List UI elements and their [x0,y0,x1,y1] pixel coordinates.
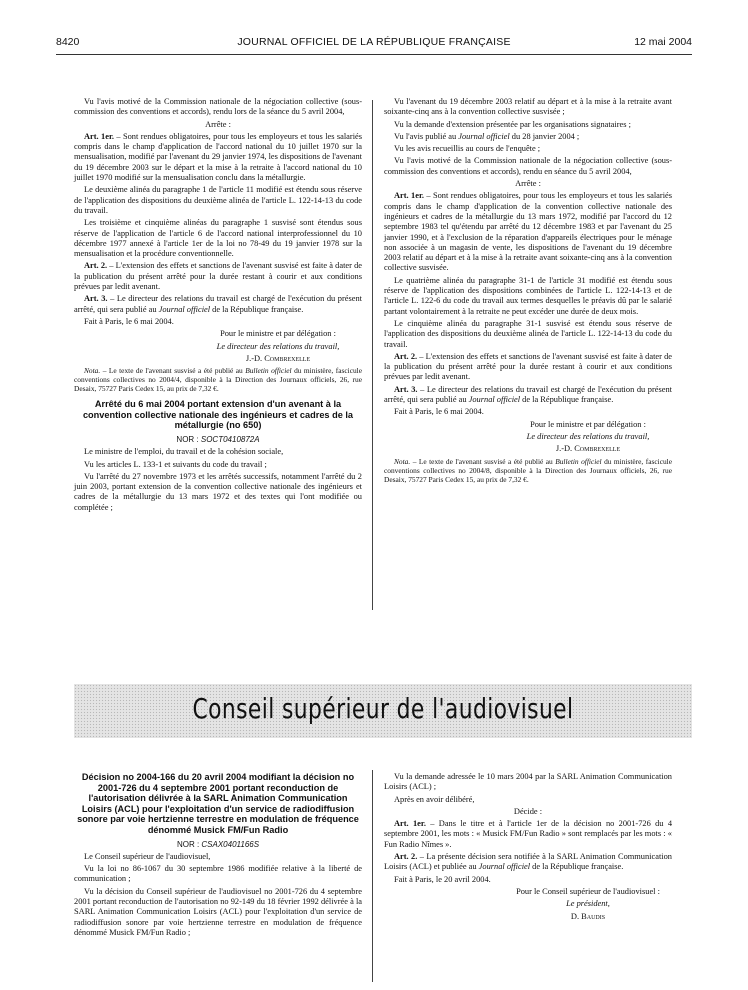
article-text: – Dans le titre et à l'article 1er de la décision no 2001-726 du 4 septembre 2001, les mots : « Musick FM/Fun Radio » sont remplacés par les mots : « Fun Radio Nîmes ». [384,819,673,849]
paragraph: Vu la décision du Conseil supérieur de l'audiovisuel no 2001-726 du 4 septembre 2001 portant reconduction de l'autorisation no 92-149 du 18 février 1992 délivrée à la SARL Animation Communication Loisirs (ACL) pour l'exploitation d'un service de radiodiffusion sonore par voie hertzienne terrestre en modulation de fréquence dénommé Musick FM/Fun Radio ; [74,886,362,937]
date-line: Fait à Paris, le 6 mai 2004. [84,316,174,326]
article-1 [384,819,672,850]
paragraph: Les troisième et cinquième alinéas du paragraphe 1 susvisé sont étendus sous réserve de l'application de l'article 6 de l'accord national interprofessionnel du 10 décembre 1977 annexé à l'article 1er de la loi no 78-49 du 19 janvier 1978 sur la mensualisation et la procédure conventionnelle. [74,218,362,259]
paragraph: Vu l'avenant du 19 décembre 2003 relatif au départ et à la mise à la retraite avant soixante-cinq ans à la convention collective susvisée ; [384,97,672,117]
date-line: Fait à Paris, le 20 avril 2004. [394,874,491,884]
journal-title: JOURNAL OFFICIEL DE LA RÉPUBLIQUE FRANÇAISE [237,36,511,48]
signature-intro: Pour le ministre et par délégation : [530,419,646,429]
left-column [74,97,362,515]
paragraph-text: Vu l'avis publié au [394,131,459,141]
paragraph: Le Conseil supérieur de l'audiovisuel, [84,851,211,861]
article-3 [384,385,672,406]
paragraph: Vu la demande d'extension présentée par les organisations signataires ; [394,119,631,129]
article-1 [384,191,672,273]
signatory-name: D. Baudis [570,911,606,921]
article-text: de la République française. [520,395,614,405]
signatory-title: Le directeur des relations du travail, [216,341,340,351]
arrete-heading: Arrête : [205,119,231,129]
journal-reference: Journal officiel [478,862,531,872]
signature-intro: Pour le Conseil supérieur de l'audiovisuel : [516,886,660,896]
article-text: de la République française. [210,304,304,314]
decision-title: Décision no 2004-166 du 20 avril 2004 modifiant la décision no 2001-726 du 4 septembre 2001 portant reconduction de l'autorisation délivrée à la SARL Animation Communication Loisirs (ACL) pour l'exploitation d'un service de radiodiffusion sonore par voie hertzienne terrestre en modulation de fréquence dénommé Musick FM/Fun Radio [77,772,359,835]
decree-title: Arrêté du 6 mai 2004 portant extension d'un avenant à la convention collective nationale des ingénieurs et cadres de la métallurgie (no 650) [82,399,354,431]
note-text: – Le texte de l'avenant susvisé a été publié au [100,366,246,376]
page-header [56,34,692,54]
column-divider-lower [372,770,373,982]
signatory-name: J.-D. Combrexelle [555,444,621,454]
paragraph: Le cinquième alinéa du paragraphe 31-1 susvisé est étendu sous réserve de l'application des dispositions du deuxième alinéa de l'article L. 122-14-13 du code du travail. [384,318,672,349]
page-number: 8420 [56,36,80,48]
arrete-heading: Arrête : [515,179,541,189]
article-label: Art. 1er. [84,131,114,141]
article-text: – Sont rendues obligatoires, pour tous les employeurs et tous les salariés compris dans le champ d'application de la convention collective nationale des ingénieurs et cadres de la métallurgie du 13 mars 1972, modifié par l'accord du 12 septembre 1983 tel qu'étendu par arrêté du 12 décembre 1983 et par l'avenant du 25 janvier 1990, et à l'exclusion de la réparation d'appareils électriques pour le ménage non associée à un magasin de vente, les dispositions de l'avenant du 19 décembre 2003 relatif au départ et à la mise à la retraite avant soixante-cinq ans à la convention collective susvisée. [384,191,672,273]
paragraph: Le deuxième alinéa du paragraphe 1 de l'article 11 modifié est étendu sous réserve de l'application des dispositions du deuxième alinéa de l'article L. 122-14-13 du code du travail. [74,185,362,215]
column-divider [372,100,373,610]
note-text: du ministère, fascicule conventions collectives no 2004/8, disponible à la Direction des Journaux officiels, 26, rue Desaix, 75727 Paris Cedex 15, au prix de 7,32 €. [384,456,672,484]
nor-line [74,840,362,850]
article-2 [384,852,672,873]
article-label: Art. 1er. [394,819,426,829]
bulletin-reference: Bulletin officiel [555,456,602,466]
article-label: Art. 3. [84,294,108,304]
article-label: Art. 3. [394,384,418,394]
article-2 [74,261,362,292]
paragraph-text: du 28 janvier 2004 ; [509,131,580,141]
issue-date: 12 mai 2004 [634,36,692,48]
paragraph: Vu l'arrêté du 27 novembre 1973 et les arrêtés successifs, notamment l'arrêté du 2 juin 2003, portant extension de la convention collective nationale des ingénieurs et cadres de la métallurgie du 13 mars 1972 et des textes qui l'ont modifiée ou complétée ; [74,471,362,512]
article-3 [74,294,362,315]
paragraph [384,132,672,142]
header-rule [56,54,692,55]
paragraph: Le quatrième alinéa du paragraphe 31-1 de l'article 31 modifié est étendu sous réserve de l'application des dispositions combinées de l'article L. 122-14-13 et de l'article L. 122-6 du code du travail aux termes desquelles le préavis dû par le salarié partant volontairement à la retraite ne peut excéder une durée de deux mois. [384,275,672,316]
note-text: du ministère, fascicule conventions collectives no 2004/4, disponible à la Direction des Journaux officiels, 26, rue Desaix, 75727 Paris Cedex 15, au prix de 7,32 €. [74,366,362,394]
article-text: – Le directeur des relations du travail est chargé de l'exécution du présent arrêté, qui sera publié au [74,294,362,314]
bulletin-reference: Bulletin officiel [245,366,292,376]
note-label: Nota. [394,456,411,466]
paragraph: Vu la demande adressée le 10 mars 2004 par la SARL Animation Communication Loisirs (ACL) ; [384,772,672,792]
paragraph: Vu les avis recueillis au cours de l'enquête ; [394,144,541,154]
note [74,366,362,393]
article-text: – La présente décision sera notifiée à la SARL Animation Communication Loisirs (ACL) et publiée au [384,852,672,872]
decide-heading: Décide : [513,806,543,816]
article-text: – Sont rendues obligatoires, pour tous les employeurs et tous les salariés compris dans le champ d'application de l'accord national du 10 juillet 1970 sur la mensualisation, modifié par l'avenant du 29 janvier 1974, les dispositions de l'avenant du 19 décembre 2003 sur le départ et la mise à la retraite à l'accord national du 10 juillet 1970 modifié sur la mensualisation conclu dans la métallurgie. [74,131,362,183]
article-label: Art. 2. [394,351,418,361]
paragraph: Vu les articles L. 133-1 et suivants du code du travail ; [84,459,267,469]
nor-line [74,435,362,445]
paragraph: Vu l'avis motivé de la Commission nationale de la négociation collective (sous-commission des conventions et accords), rendu lors de la séance du 5 avril 2004, [74,97,362,117]
lower-right-column [384,772,672,924]
paragraph: Vu l'avis motivé de la Commission nationale de la négociation collective (sous-commission des conventions et accords), rendu en séance du 5 avril 2004, [384,156,672,176]
article-1 [74,132,362,183]
note-text: – Le texte de l'avenant susvisé a été publié au [410,456,556,466]
signatory-title: Le directeur des relations du travail, [526,431,650,441]
right-column [384,97,672,486]
note [384,457,672,484]
nor-code: CSAX0401166S [201,839,260,849]
signatory-name: J.-D. Combrexelle [245,353,311,363]
note-label: Nota. [84,366,101,376]
journal-reference: Journal officiel [158,304,211,314]
date-line: Fait à Paris, le 6 mai 2004. [394,407,484,417]
nor-label: NOR : [176,839,202,849]
lower-left-column [74,772,362,940]
article-text: – Le directeur des relations du travail est chargé de l'exécution du présent arrêté, qui sera publié au [384,384,672,405]
article-label: Art. 2. [394,852,418,862]
nor-code: SOCT0410872A [200,434,260,444]
article-text: de la République française. [530,862,624,872]
journal-reference: Journal officiel [468,395,521,405]
section-title: Conseil supérieur de l'audiovisuel [192,692,574,725]
journal-reference: Journal officiel [458,131,510,141]
paragraph: Le ministre de l'emploi, du travail et de la cohésion sociale, [84,447,284,457]
article-text: – L'extension des effets et sanctions de l'avenant susvisé est faite à dater de la publication du présent arrêté pour la durée restant à courir et aux conditions prévues par ledit avenant. [384,351,672,382]
article-label: Art. 1er. [394,191,424,201]
section-banner [74,684,692,738]
article-2 [384,352,672,383]
signatory-title: Le président, [566,899,610,909]
article-text: – L'extension des effets et sanctions de l'avenant susvisé est faite à dater de la publication du présent arrêté pour la durée restant à courir et aux conditions prévues par ledit avenant. [74,261,362,292]
article-label: Art. 2. [84,261,108,271]
signature-intro: Pour le ministre et par délégation : [220,329,336,339]
nor-label: NOR : [176,434,201,444]
paragraph: Vu la loi no 86-1067 du 30 septembre 1986 modifiée relative à la liberté de communication ; [74,864,362,884]
paragraph: Après en avoir délibéré, [394,794,475,804]
